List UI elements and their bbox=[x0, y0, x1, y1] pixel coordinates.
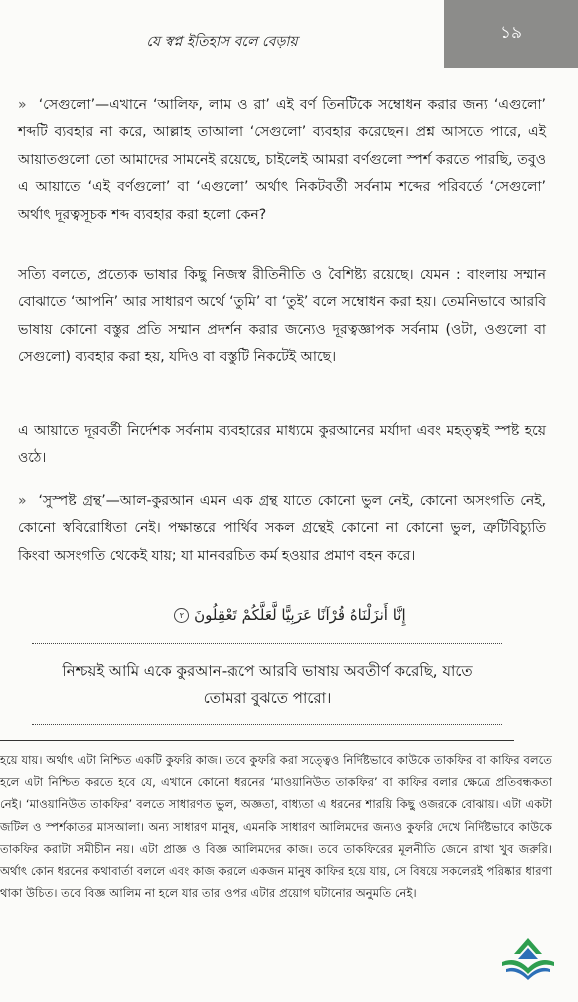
ayah-number-icon: ٢ bbox=[174, 608, 189, 623]
paragraph-text: ‘সুস্পষ্ট গ্রন্থ’—আল-কুরআন এমন এক গ্রন্থ যাতে কোনো ভুল নেই, কোনো অসংগতি নেই, কোনো স্ববিরোধিতা নেই। পক্ষান্তরে পার্থিব সকল গ্রন্থেই কোনো না কোনো ভুল, ত্রুটিবিচ্যুতি কিংবা অসংগতি থেকেই যায়; যা মানবরচিত কর্ম হওয়ার প্রমাণ বহন করে। bbox=[18, 493, 547, 564]
dotted-rule-bottom bbox=[32, 724, 502, 725]
publisher-logo-icon bbox=[498, 934, 558, 984]
footnote: হয়ে যায়। অর্থাৎ এটা নিশ্চিত একটি কুফরি কাজ। তবে কুফরি করা সত্ত্বেও নির্দিষ্টভাবে কাউকে তাকফির বা কাফির বলতে হলে এটা নিশ্চিত করতে হবে যে, এখানে কোনো ধরনের ‘মাওয়ানিউত তাকফির’ বা কাফির বলার ক্ষেত্রে প্রতিবন্ধকতা নেই। ‘মাওয়ানিউত তাকফির’ বলতে সাধারণত ভুল, অজ্ঞতা, বাধ্যতা এ ধরনের শারয়ি কিছু ওজরকে বোঝায়। এটা একটা জটিল ও স্পর্শকাতর মাসআলা। অন্য সাধারণ মানুষ, এমনকি সাধারণ আলিমদের জন্যও কুফরি দেখে নির্দিষ্টভাবে কাউকে তাকফির করাটা সমীচীন নয়। এটা প্রাজ্ঞ ও বিজ্ঞ আলিমদের কাজ। তবে তাকফিরের মূলনীতি জেনে রাখা খুব জরুরি। অর্থাৎ কোন ধরনের কথাবার্তা বললে এবং কাজ করলে একজন মানুষ কাফির হয়ে যায়, সে বিষয়ে সকলেরই পরিষ্কার ধারণা থাকা উচিত। তবে বিজ্ঞ আলিম না হলে যার তার ওপর এটার প্রয়োগ ঘটানোর অনুমতি নেই। bbox=[0, 753, 552, 901]
paragraph-text: ‘সেগুলো’—এখানে ‘আলিফ, লাম ও রা’ এই বর্ণ তিনটিকে সম্বোধন করার জন্য ‘এগুলো’ শব্দটি ব্যবহার না করে, আল্লাহ তাআলা ‘সেগুলো’ ব্যবহার করেছেন। প্রশ্ন আসতে পারে, এই আয়াতগুলো তো আমাদের সামনেই রয়েছে, চাইলেই আমরা বর্ণগুলো স্পর্শ করতে পারছি, তবুও এ আয়াতে ‘এই বর্ণগুলো’ বা ‘এগুলো’ অর্থাৎ নিকটবর্তী সর্বনাম শব্দের পরিবর্তে ‘সেগুলো’ অর্থাৎ দূরত্বসূচক শব্দ ব্যবহার করা হলো কেন? bbox=[18, 97, 547, 223]
arabic-verse bbox=[160, 606, 420, 624]
paragraph-language-custom: সত্যি বলতে, প্রত্যেক ভাষার কিছু নিজস্ব রীতিনীতি ও বৈশিষ্ট্য রয়েছে। যেমন : বাংলায় সম্মান বোঝাতে ‘আপনি’ আর সাধারণ অর্থে ‘তুমি’ বা ‘তুই’ বলে সম্বোধন করা হয়। তেমনিভাবে আরবি ভাষায় কোনো বস্তুর প্রতি সম্মান প্রদর্শন করার জন্যেও দূরত্বজ্ঞাপক সর্বনাম (ওটা, ওগুলো বা সেগুলো) ব্যবহার করা হয়, যদিও বা বস্তুটি নিকটেই আছে। bbox=[18, 267, 546, 366]
paragraph-segulo bbox=[18, 92, 546, 229]
paragraph-quran-dignity: এ আয়াতে দূরবর্তী নির্দেশক সর্বনাম ব্যবহারের মাধ্যমে কুরআনের মর্যাদা এবং মহত্ত্বই স্পষ্ট হয়ে ওঠে। bbox=[18, 423, 546, 467]
paragraph-marker: » bbox=[18, 97, 27, 113]
header-title: যে স্বপ্ন ইতিহাস বলে বেড়ায় bbox=[146, 34, 298, 50]
footnote-divider bbox=[0, 740, 514, 741]
verse-translation: নিশ্চয়ই আমি একে কুরআন-রূপে আরবি ভাষায় অবতীর্ণ করেছি, যাতে তোমরা বুঝতে পারো। bbox=[62, 662, 473, 707]
dotted-rule-top bbox=[32, 643, 502, 644]
page-number: ১৯ bbox=[444, 0, 578, 68]
paragraph-clear-book bbox=[18, 488, 546, 570]
paragraph-marker: » bbox=[18, 493, 27, 509]
arabic-verse-text: إِنَّا أَنزَلْنَاهُ قُرْآنًا عَرَبِيًّا لَّعَلَّكُمْ تَعْقِلُونَ bbox=[194, 606, 406, 624]
